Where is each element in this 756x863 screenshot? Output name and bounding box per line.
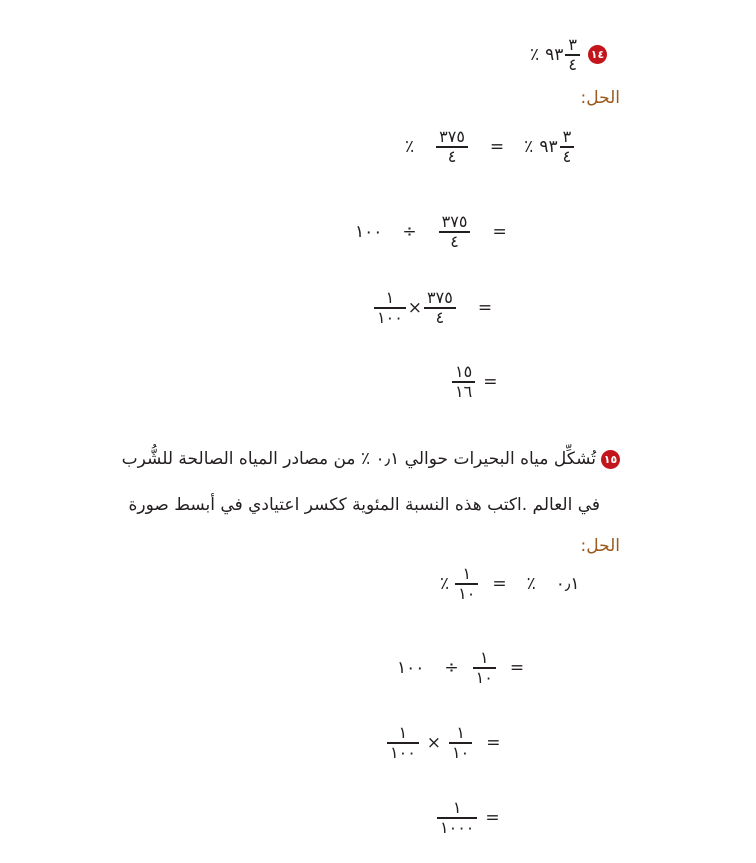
numerator: ١ [398,723,408,742]
denominator: ٤ [450,231,459,251]
p14-step3 [372,289,492,327]
divide-sign: ÷ [444,657,459,678]
problem-number-badge: ١٥ [601,450,620,469]
percent-sign: ٪ [440,573,450,594]
mixed-fraction [565,36,580,74]
solution-label: الحل: [580,88,620,108]
equals-sign: = [477,297,493,318]
denominator: ١٠ [475,667,493,687]
problem-text: تُشكِّل مياه البحيرات حوالي ٠٫١ ٪ من مصادر المياه الصالحة للشُّرب [121,449,596,469]
denominator: ٤ [562,146,572,166]
p14-step4 [450,363,497,401]
equals-sign: = [492,573,507,594]
denominator: ١٠ [452,742,470,762]
denominator: ٤ [435,307,445,327]
percent-sign: ٪ [524,136,534,157]
decimal-value: ٠٫١ [555,573,580,594]
solution-label: الحل: [580,536,620,556]
multiply-sign: × [426,732,442,753]
fraction [424,289,456,327]
numerator: ٣ [562,127,572,146]
p14-step1 [405,128,576,166]
fraction [449,724,472,762]
numerator: ١ [456,723,465,742]
p15-step4 [435,799,500,837]
problem-number-badge: ١٤ [588,45,607,64]
fraction [387,724,419,762]
equals-sign: = [509,657,525,678]
multiply-sign: × [407,297,423,318]
denominator: ١٠ [458,583,476,603]
denominator: ٤ [568,54,577,74]
p14-step2 [355,213,507,251]
problem-14-statement [530,36,607,74]
denominator: ١٠٠ [377,307,403,327]
equals-sign: = [486,732,501,753]
fraction [374,289,406,327]
percent-sign: ٪ [530,44,540,65]
equals-sign: = [483,371,498,392]
numerator: ١ [462,564,472,583]
numerator: ٣ [568,35,577,54]
value: ١٠٠ [397,657,425,678]
fraction [436,128,468,166]
numerator: ٣٧٥ [441,212,468,231]
numerator: ١ [452,798,462,817]
denominator: ٤ [447,146,457,166]
value: ١٠٠ [355,221,383,242]
denominator: ١٠٠ [390,742,416,762]
p15-step2 [397,649,524,687]
fraction [439,213,471,251]
equals-sign: = [492,221,507,242]
mixed-fraction [560,128,575,166]
percent-sign: ٪ [405,136,415,157]
problem-15-line1 [86,449,620,469]
p15-step1 [440,565,580,603]
fraction [452,363,475,401]
divide-sign: ÷ [402,221,417,242]
numerator: ٣٧٥ [439,127,465,146]
denominator: ١٠٠٠ [440,817,475,837]
equals-sign: = [485,807,500,828]
mixed-whole: ٩٣ [539,136,558,157]
equals-sign: = [489,136,505,157]
problem-15-line2: في العالم .اكتب هذه النسبة المئوية ككسر اعتيادي في أبسط صورة [128,495,600,515]
percent-sign: ٪ [526,573,536,594]
numerator: ٣٧٥ [427,288,453,307]
fraction [455,565,478,603]
numerator: ١٥ [455,362,473,381]
numerator: ١ [385,288,395,307]
mixed-whole: ٩٣ [545,44,564,65]
p15-step3 [385,724,500,762]
numerator: ١ [479,648,489,667]
denominator: ١٦ [455,381,473,401]
fraction [473,649,496,687]
fraction [437,799,477,837]
